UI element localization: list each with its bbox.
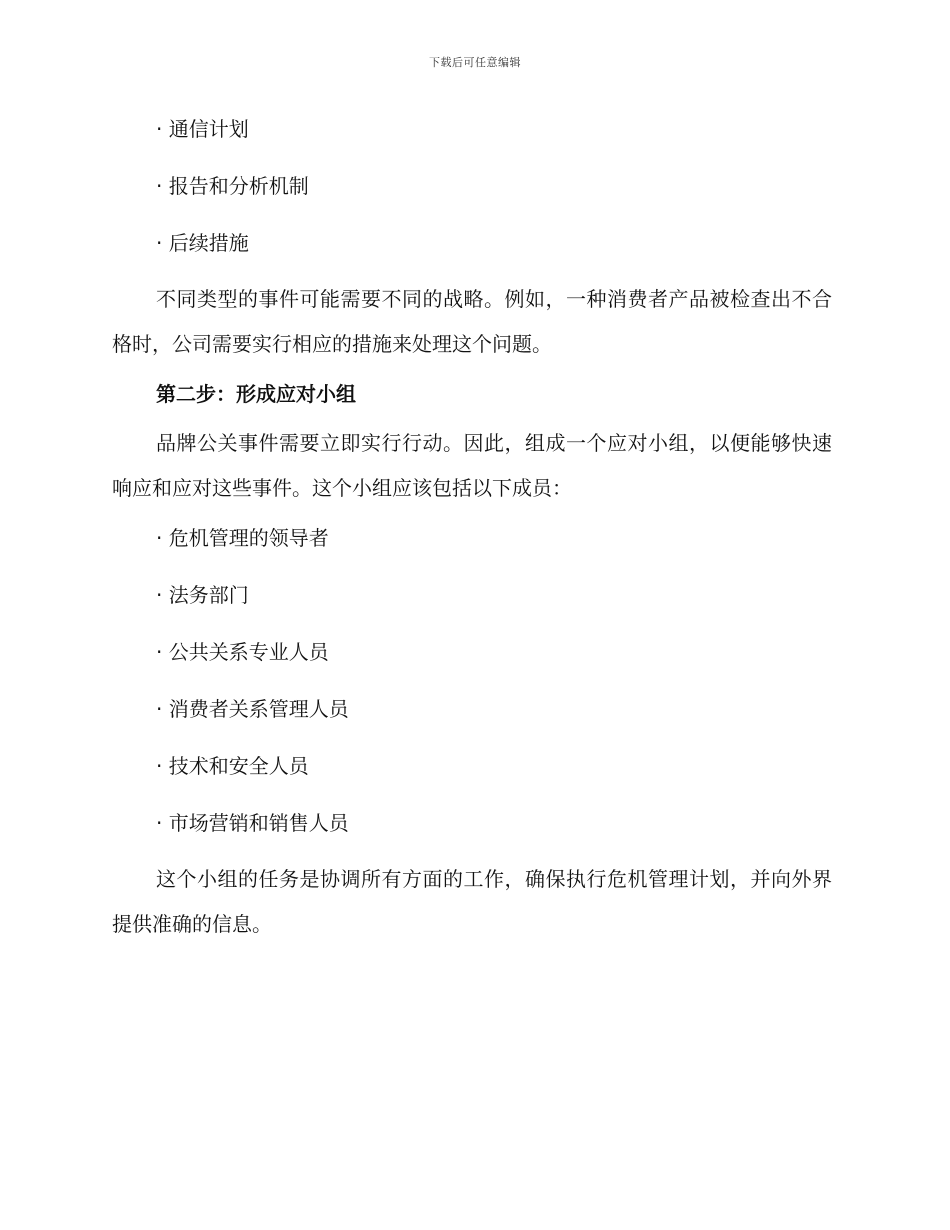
bullet-reporting-analysis: · 报告和分析机制 — [156, 174, 309, 198]
bullet-tech-security: · 技术和安全人员 — [156, 754, 309, 778]
bullet-communication-plan: · 通信计划 — [156, 117, 249, 141]
bullet-consumer-relations: · 消费者关系管理人员 — [156, 697, 349, 721]
page-header: 下载后可任意编辑 — [429, 56, 521, 69]
bullet-crisis-leader: · 危机管理的领导者 — [156, 526, 329, 550]
document-body — [112, 112, 832, 957]
bullet-marketing-sales: · 市场营销和销售人员 — [156, 811, 349, 835]
paragraph-strategies: 不同类型的事件可能需要不同的战略。例如，一种消费者产品被检查出不合格时，公司需要实行相应的措施来处理这个问题。 — [112, 287, 832, 356]
bullet-legal: · 法务部门 — [156, 583, 249, 607]
bullet-follow-up: · 后续措施 — [156, 231, 249, 255]
section-heading-step-two: 第二步：形成应对小组 — [156, 382, 356, 406]
paragraph-response-team: 品牌公关事件需要立即实行行动。因此，组成一个应对小组，以便能够快速响应和应对这些事件。这个小组应该包括以下成员： — [112, 431, 832, 500]
paragraph-team-task: 这个小组的任务是协调所有方面的工作，确保执行危机管理计划，并向外界提供准确的信息。 — [112, 867, 832, 936]
bullet-pr-professionals: · 公共关系专业人员 — [156, 640, 329, 664]
